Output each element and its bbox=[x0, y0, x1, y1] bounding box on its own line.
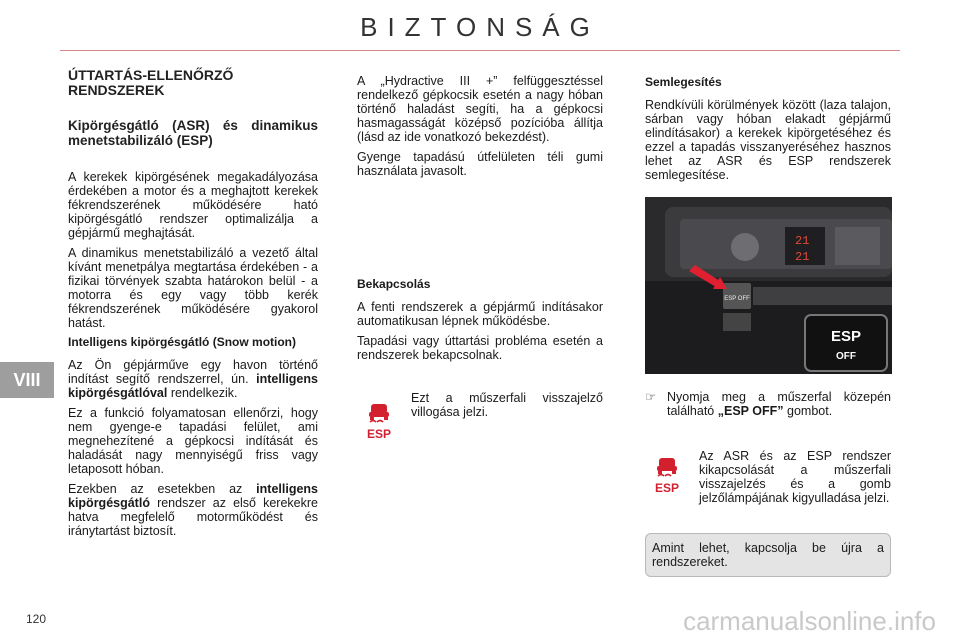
esp-off-label: ESP OFF bbox=[724, 296, 750, 302]
reminder-note: Amint lehet, kapcsolja be újra a rendszereket. bbox=[645, 533, 891, 577]
watermark: carmanualsonline.info bbox=[683, 606, 936, 636]
text: Ezekben az esetekben az bbox=[68, 482, 243, 496]
column-2 bbox=[357, 74, 603, 184]
text: rendelkezik. bbox=[170, 386, 238, 400]
text: gombot. bbox=[787, 404, 833, 418]
bullet-text bbox=[667, 390, 891, 418]
esp-off-button-photo bbox=[645, 197, 892, 374]
esp-icon-label: ESP bbox=[654, 481, 680, 495]
text: Az Ön gépjárműve egy havon történő indítást segítő rendszerrel, ún. bbox=[68, 358, 318, 386]
column-3 bbox=[645, 74, 891, 188]
indicator-note: Ezt a műszerfali visszajelző villogása jelzi. bbox=[411, 391, 603, 419]
paragraph: Gyenge tapadású útfelületen téli gumi használata javasolt. bbox=[357, 150, 603, 178]
paragraph bbox=[68, 482, 318, 538]
paragraph: A „Hydractive III +” felfüggesztéssel rendelkező gépkocsik esetén a nagy hóban történő haladást segíti, ha a gépkocsi hasmagasságát középső pozícióba állítja (lásd az ide vonatkozó bekezdést). bbox=[357, 74, 603, 144]
paragraph: Ez a funkció folyamatosan ellenőrzi, hogy nem gyenge-e tapadási felület, ami megnehezítené a gépkocsi indítását és haladását nagy mennyiségű friss vagy letaposott hóban. bbox=[68, 406, 318, 476]
paragraph: Tapadási vagy úttartási probléma esetén a rendszerek bekapcsolnak. bbox=[357, 334, 603, 362]
section-title: ÚTTARTÁS-ELLENŐRZŐ RENDSZEREK bbox=[68, 67, 234, 98]
paragraph: A kerekek kipörgésének megakadályozása érdekében a motor és a meghajtott kerekek fékrendszerének működésére ható kipörgésgátló rendszer optimalizálja a gépjármű meghajtását. bbox=[68, 170, 318, 240]
display-right: 21 bbox=[795, 250, 810, 264]
snow-motion-heading: Intelligens kipörgésgátló (Snow motion) bbox=[68, 335, 297, 349]
pointing-hand-icon: ☞ bbox=[645, 390, 657, 404]
activation-section bbox=[357, 276, 603, 368]
page-title: BIZTONSÁG bbox=[360, 12, 600, 42]
paragraph bbox=[68, 358, 318, 400]
text: rendszer az első kerekekre hatva megfelelő motorműködést és iránytartást biztosít. bbox=[68, 496, 318, 538]
dashboard-illustration bbox=[645, 197, 892, 374]
inset-esp-label: ESP bbox=[830, 328, 862, 345]
paragraph: A dinamikus menetstabilizáló a vezető által kívánt menetpálya megtartása érdekében - a fizikai törvények szabta határokon belül - a motorra és egy vagy több kerék fékrendszerének működésére gyakorol hatást. bbox=[68, 246, 318, 330]
chapter-tab: VIII bbox=[0, 362, 54, 398]
bold-text: „ESP OFF” bbox=[717, 404, 784, 418]
deactivation-heading: Semlegesítés bbox=[645, 75, 722, 89]
column-1 bbox=[68, 68, 318, 544]
text: Nyomja meg a műszerfal közepén található bbox=[667, 390, 891, 418]
header-divider bbox=[60, 50, 900, 51]
paragraph: Rendkívüli körülmények között (laza talajon, sárban vagy hóban elakadt gépjármű elindításakor) a kerekek kipörgetéséhez és ezzel a tapadás visszanyeréséhez hasznos lehet az ASR és ESP rendszerek semlegesítése. bbox=[645, 98, 891, 182]
bold-text: intelligens kipörgésgátló bbox=[68, 482, 318, 510]
instruction-bullet bbox=[645, 390, 891, 418]
esp-warning-icon bbox=[652, 452, 682, 496]
esp-warning-icon bbox=[364, 398, 394, 442]
esp-icon-label: ESP bbox=[366, 427, 392, 441]
page-number: 120 bbox=[26, 612, 47, 626]
display-left: 21 bbox=[795, 234, 810, 248]
paragraph: A fenti rendszerek a gépjármű indításakor automatikusan lépnek működésbe. bbox=[357, 300, 603, 328]
deactivation-indicator-note: Az ASR és az ESP rendszer kikapcsolását a műszerfali visszajelzés és a gomb jelzőlámpájának kigyulladása jelzi. bbox=[699, 449, 891, 505]
bold-text: intelligens kipörgésgátlóval bbox=[68, 372, 318, 400]
activation-heading: Bekapcsolás bbox=[357, 277, 431, 291]
inset-off-label: OFF bbox=[836, 351, 856, 362]
section-subtitle: Kipörgésgátló (ASR) és dinamikus menetstabilizáló (ESP) bbox=[68, 118, 318, 148]
